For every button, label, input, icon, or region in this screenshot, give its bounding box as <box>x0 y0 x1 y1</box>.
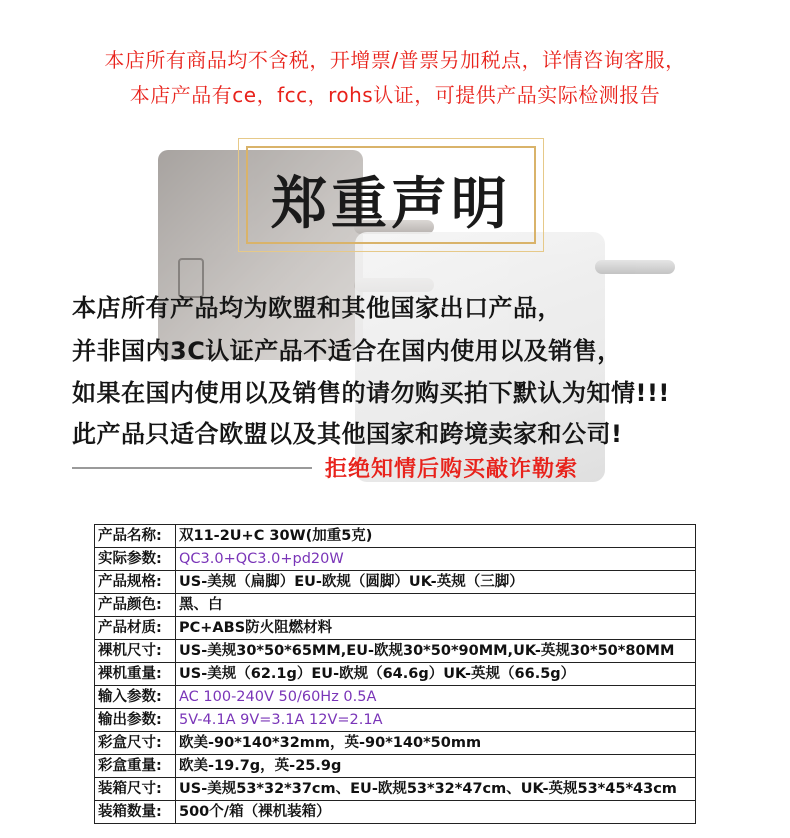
spec-label: 彩盒尺寸: <box>95 732 176 755</box>
table-row <box>95 686 696 709</box>
spec-value: 5V-4.1A 9V=3.1A 12V=2.1A <box>176 709 696 732</box>
spec-label: 裸机重量: <box>95 663 176 686</box>
spec-label: 产品颜色: <box>95 594 176 617</box>
spec-value: QC3.0+QC3.0+pd20W <box>176 548 696 571</box>
spec-label: 产品名称: <box>95 525 176 548</box>
spec-label: 装箱尺寸: <box>95 778 176 801</box>
spec-label: 产品材质: <box>95 617 176 640</box>
spec-label: 裸机尺寸: <box>95 640 176 663</box>
table-row <box>95 617 696 640</box>
table-row <box>95 732 696 755</box>
spec-value: US-美规30*50*65MM,EU-欧规30*50*90MM,UK-英规30*50*80MM <box>176 640 696 663</box>
table-row <box>95 571 696 594</box>
statement-line: 此产品只适合欧盟以及其他国家和跨境卖家和公司! <box>72 420 623 448</box>
spec-value: 500个/箱（裸机装箱） <box>176 801 696 824</box>
tax-notice-line-1: 本店所有商品均不含税，开增票/普票另加税点，详情咨询客服， <box>104 48 686 72</box>
spec-label: 输入参数: <box>95 686 176 709</box>
table-row <box>95 548 696 571</box>
spec-value: 黑、白 <box>176 594 696 617</box>
page-title: 郑重声明 <box>271 172 511 237</box>
spec-value: PC+ABS防火阻燃材料 <box>176 617 696 640</box>
spec-value: US-美规（扁脚）EU-欧规（圆脚）UK-英规（三脚） <box>176 571 696 594</box>
table-row <box>95 525 696 548</box>
table-row <box>95 801 696 824</box>
spec-value: 欧美-90*140*32mm，英-90*140*50mm <box>176 732 696 755</box>
spec-label: 彩盒重量: <box>95 755 176 778</box>
spec-label: 输出参数: <box>95 709 176 732</box>
table-row <box>95 778 696 801</box>
spec-value: AC 100-240V 50/60Hz 0.5A <box>176 686 696 709</box>
spec-label: 装箱数量: <box>95 801 176 824</box>
spec-value: US-美规53*32*37cm、EU-欧规53*32*47cm、UK-英规53*45*43cm <box>176 778 696 801</box>
statement-line: 本店所有产品均为欧盟和其他国家出口产品， <box>72 294 562 322</box>
spec-label: 实际参数: <box>95 548 176 571</box>
spec-table <box>94 524 696 824</box>
certification-notice-line-2: 本店产品有ce，fcc，rohs认证，可提供产品实际检测报告 <box>129 83 661 107</box>
divider <box>72 467 312 469</box>
spec-value: 欧美-19.7g，英-25.9g <box>176 755 696 778</box>
table-row <box>95 709 696 732</box>
spec-value: 双11-2U+C 30W(加重5克) <box>176 525 696 548</box>
statement-line: 并非国内3C认证产品不适合在国内使用以及销售， <box>72 337 622 365</box>
table-row <box>95 594 696 617</box>
spec-label: 产品规格: <box>95 571 176 594</box>
warning-text: 拒绝知情后购买敲诈勒索 <box>325 457 579 482</box>
spec-value: US-美规（62.1g）EU-欧规（64.6g）UK-英规（66.5g） <box>176 663 696 686</box>
table-row <box>95 663 696 686</box>
table-row <box>95 755 696 778</box>
plug-pin-icon <box>595 260 675 274</box>
table-row <box>95 640 696 663</box>
statement-line: 如果在国内使用以及销售的请勿购买拍下默认为知情!!! <box>72 379 670 407</box>
